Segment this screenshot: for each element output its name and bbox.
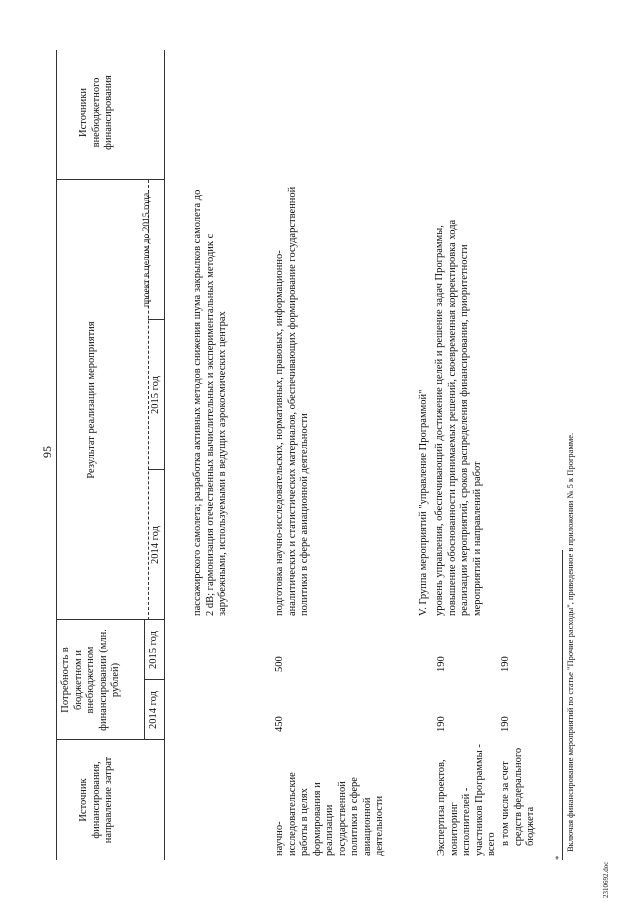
header-need-2014: 2014 год — [148, 691, 159, 729]
row-nir-2014: 450 — [274, 716, 285, 732]
row-nir-result: подготовка научно-исследовательских, нормативных, правовых, информационно-аналитических и статистических материалов, обеспечивающих формирование государственной политики в сфере авиационной деятельности — [274, 186, 310, 616]
footnote: Включая финансирование мероприятий по статье "Прочие расходы", приведенное в приложении № 5 к Программе. — [565, 432, 575, 852]
row-nir-2015: 500 — [274, 656, 285, 672]
col-line-1 — [56, 739, 164, 740]
header-bottom-border — [164, 50, 165, 860]
header-result-2015: 2015 год — [150, 376, 161, 414]
need-subheader-border — [144, 620, 145, 740]
col-line-6 — [56, 179, 164, 180]
footnote-marker: * — [553, 855, 563, 860]
row-fed-source: в том числе за счет средств федерального бюджета — [500, 747, 536, 846]
row-exp-2015: 190 — [436, 656, 447, 672]
row-exp-2014: 190 — [436, 716, 447, 732]
col-line-2 — [144, 679, 164, 680]
page-number: 95 — [40, 446, 54, 458]
rotated-table — [56, 40, 576, 860]
header-need-2015: 2015 год — [148, 631, 159, 669]
doc-filename: 2310692.doc — [602, 861, 610, 898]
row-exp-result: уровень управления, обеспечивающий достижение целей и решение задач Программы, повышение обоснованности принимаемых решений, своевременная корректировка хода реализации мероприятий, сроков распределения финансирования, приоритетности мероприятий и направлений работ — [434, 219, 483, 616]
group-title: V. Группа мероприятий "управление Программой" — [418, 389, 429, 616]
col-line-3 — [56, 619, 164, 620]
continuation-result: пассажирского самолета; разработка активных методов снижения шума закрылков самолета до 2 dB; гармонизация отечественных вычислительных и экспериментальных методик с зарубежными, используемыми в ведущих аэрокосмических центрах — [192, 189, 228, 616]
header-result-total: проект в целом до 2015 года — [142, 192, 152, 308]
header-extra-sources: Источники внебюджетного финансирования — [78, 75, 114, 150]
row-nir-source: научно-исследовательские работы в целях формирования и реализации государственной политики в сфере авиационной деятельности — [274, 772, 385, 856]
footnote-rule — [562, 550, 563, 860]
header-result: Результат реализации мероприятия — [86, 321, 97, 479]
row-fed-2014: 190 — [500, 716, 511, 732]
header-need: Потребность в бюджетном и внебюджетном финансировании (млн. рублей) — [60, 629, 121, 731]
row-fed-2015: 190 — [500, 656, 511, 672]
header-result-2014: 2014 год — [150, 526, 161, 564]
header-source: Источник финансирования, направление затрат — [78, 756, 114, 844]
row-exp-source: Экспертиза проектов, мониторинг исполнителей - участников Программы - всего — [436, 744, 497, 856]
